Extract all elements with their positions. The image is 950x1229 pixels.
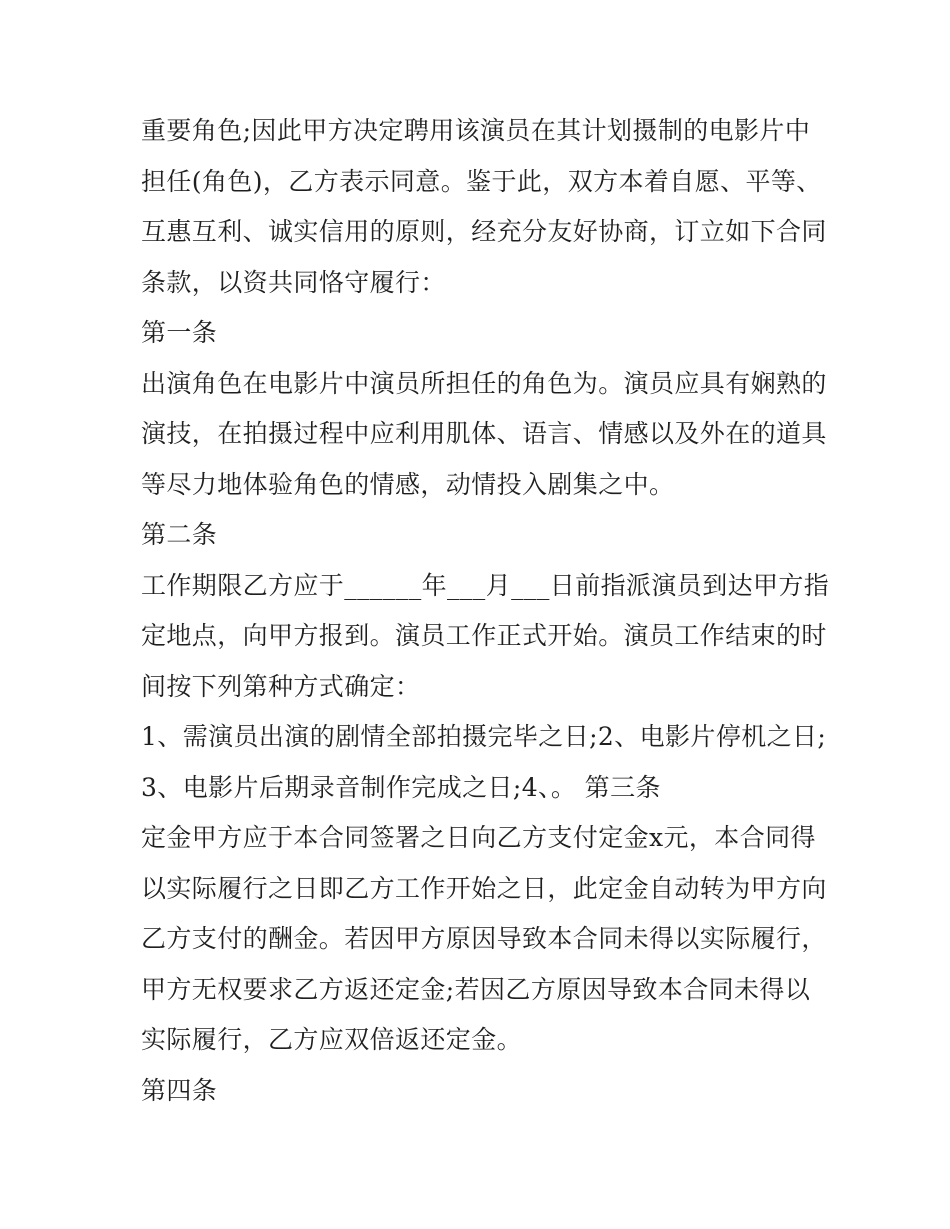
contract-body: [141, 106, 830, 1116]
text-line: 演技，在拍摄过程中应利用肌体、语言、情感以及外在的道具: [141, 419, 827, 448]
text-line: 间按下列第种方式确定：: [141, 671, 421, 701]
text-line: 乙方支付的酬金。若因甲方原因导致本合同未得以实际履行，: [141, 924, 827, 953]
text-line: 担任(角色)，乙方表示同意。鉴于此，双方本着自愿、平等、: [141, 166, 822, 196]
text-line: 甲方无权要求乙方返还定金;若因乙方原因导致本合同未得以: [141, 974, 811, 1004]
text-line: 1、需演员出演的剧情全部拍摄完毕之日;2、电影片停机之日;: [141, 722, 827, 751]
text-line: 实际履行，乙方应双倍返还定金。: [141, 1025, 523, 1054]
text-line: 工作期限乙方应于______年___月___日前指派演员到达甲方指: [141, 570, 830, 600]
text-line: 互惠互利、诚实信用的原则，经充分友好协商，订立如下合同: [141, 217, 827, 246]
text-line: 等尽力地体验角色的情感，动情投入剧集之中。: [141, 469, 675, 499]
article-heading: 第四条: [141, 1075, 218, 1105]
article-heading: 第二条: [141, 520, 218, 549]
text-line: 定地点，向甲方报到。演员工作正式开始。演员工作结束的时: [141, 621, 827, 650]
text-line: 定金甲方应于本合同签署之日向乙方支付定金x元，本合同得: [141, 823, 816, 852]
text-line: 重要角色;因此甲方决定聘用该演员在其计划摄制的电影片中: [141, 116, 811, 145]
article-heading: 第一条: [141, 318, 218, 347]
text-line: 条款，以资共同恪守履行：: [141, 267, 446, 297]
text-line: 以实际履行之日即乙方工作开始之日，此定金自动转为甲方向: [141, 873, 827, 903]
text-line: 出演角色在电影片中演员所担任的角色为。演员应具有娴熟的: [141, 368, 827, 398]
text-line: 3、电影片后期录音制作完成之日;4、。 第三条: [141, 772, 661, 802]
